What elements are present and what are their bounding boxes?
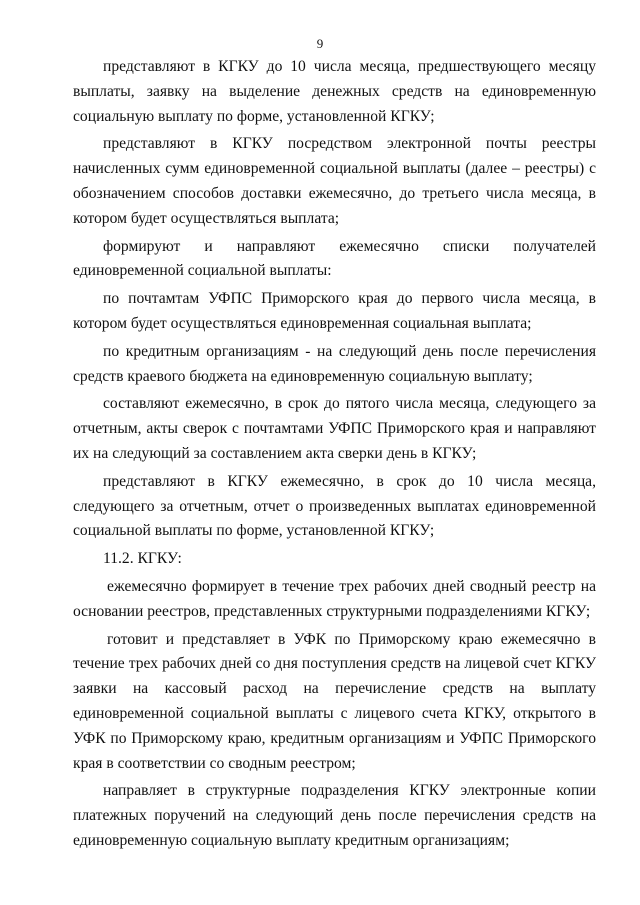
paragraph-reconciliation-acts: составляют ежемесячно, в срок до пятого числа месяца, следующего за отчетным, акты сверок с почтамтами УФПС Приморского края и направляют их на следующий за составлением акта сверки день в КГКУ; <box>73 395 596 462</box>
paragraph-credit-organizations: по кредитным организациям - на следующий день после перечисления средств краевого бюджета на единовременную социальную выплату; <box>73 342 596 385</box>
page-number: 9 <box>316 36 324 51</box>
paragraph-registers-email: представляют в КГКУ посредством электронной почты реестры начисленных сумм единовременной социальной выплаты (далее – реестры) с обозначением способов доставки ежемесячно, до третьего числа месяца, в котором будет осуществляться выплата; <box>73 135 596 227</box>
paragraph-payment-copies: направляет в структурные подразделения КГКУ электронные копии платежных поручений на следующий день после перечисления средств на единовременную социальную выплату кредитным организациям; <box>73 782 596 849</box>
section-heading-11-2: 11.2. КГКУ: <box>103 550 182 568</box>
paragraph-recipient-lists: формируют и направляют ежемесячно списки получателей единовременной социальной выплаты: <box>73 237 596 280</box>
paragraph-cash-expense-requests: готовит и представляет в УФК по Приморскому краю ежемесячно в течение трех рабочих дней со дня поступления средств на лицевой счет КГКУ заявки на кассовый расход на перечисление средств на выплату единовременной социальной выплаты с лицевого счета КГКУ, открытого в УФК по Приморскому краю, кредитным организациям и УФПС Приморского края в соответствии со сводным реестром; <box>73 630 596 772</box>
paragraph-summary-register: ежемесячно формирует в течение трех рабочих дней сводный реестр на основании реестров, представленных структурными подразделениями КГКУ; <box>73 577 596 620</box>
paragraph-post-offices: по почтамтам УФПС Приморского края до первого числа месяца, в котором будет осуществляться единовременная социальная выплата; <box>73 290 596 332</box>
paragraph-payment-report: представляют в КГКУ ежемесячно, в срок до 10 числа месяца, следующего за отчетным, отчет о произведенных выплатах единовременной социальной выплаты по форме, установленной КГКУ; <box>73 472 596 540</box>
document-body <box>73 55 596 857</box>
paragraph-request-funds: представляют в КГКУ до 10 числа месяца, предшествующего месяцу выплаты, заявку на выделение денежных средств на единовременную социальную выплату по форме, установленной КГКУ; <box>73 58 596 125</box>
